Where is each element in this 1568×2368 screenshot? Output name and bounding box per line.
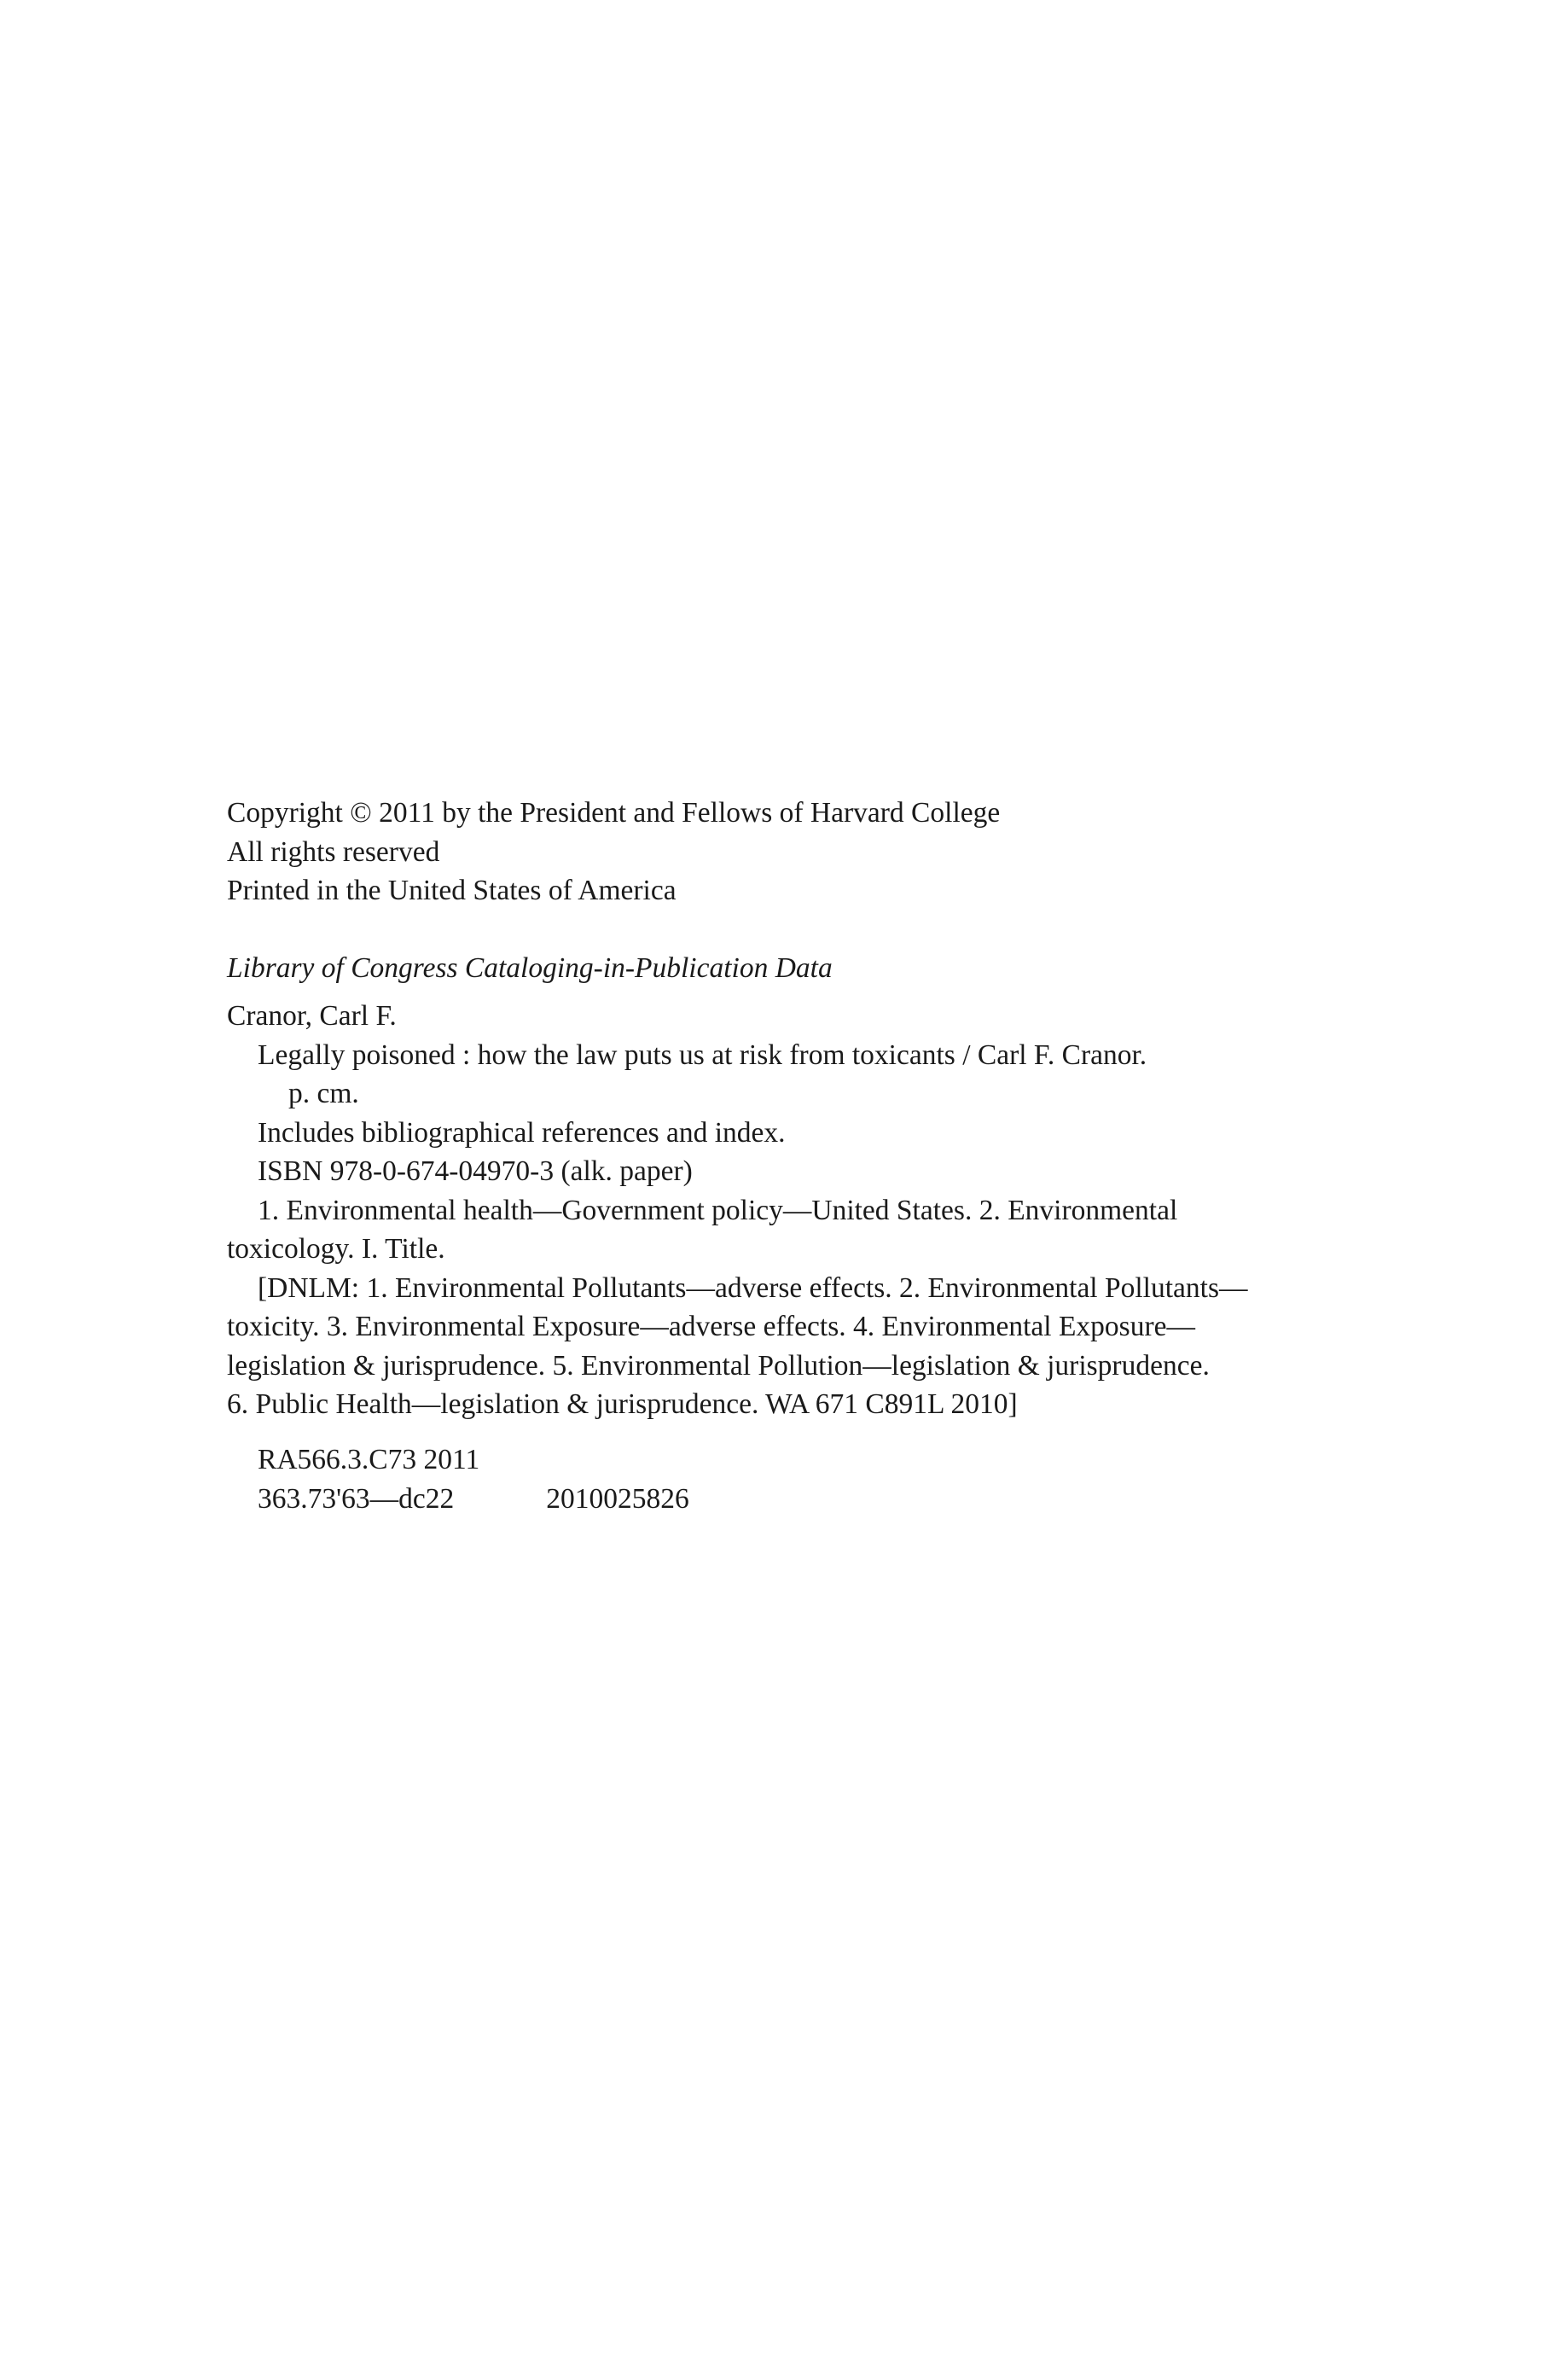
dewey-number: 363.73'63—dc22 bbox=[258, 1482, 455, 1515]
lc-call-number: RA566.3.C73 2011 bbox=[258, 1444, 480, 1475]
classification-numbers bbox=[227, 1440, 1404, 1518]
dewey-lccn-line bbox=[227, 1480, 1404, 1519]
cip-subjects-line-1: 1. Environmental health—Government policy—United States. 2. Environmental bbox=[258, 1194, 1178, 1226]
cip-record bbox=[227, 997, 1404, 1424]
copyright-line: Copyright © 2011 by the President and Fellows of Harvard College bbox=[227, 797, 1001, 829]
lccn-number: 2010025826 bbox=[546, 1482, 689, 1515]
cip-author: Cranor, Carl F. bbox=[227, 1000, 397, 1032]
cip-title: Legally poisoned : how the law puts us at risk from toxicants / Carl F. Cranor. bbox=[258, 1039, 1147, 1071]
rights-reserved-line: All rights reserved bbox=[227, 835, 440, 868]
printed-in-line: Printed in the United States of America bbox=[227, 875, 677, 906]
cip-pages: p. cm. bbox=[288, 1078, 359, 1109]
cip-includes: Includes bibliographical references and index. bbox=[258, 1116, 786, 1149]
cip-heading bbox=[227, 949, 1404, 988]
cip-dnlm-line-1: [DNLM: 1. Environmental Pollutants—adverse effects. 2. Environmental Pollutants— bbox=[258, 1271, 1248, 1304]
cip-dnlm-line-2: toxicity. 3. Environmental Exposure—adverse effects. 4. Environmental Exposure— bbox=[227, 1311, 1195, 1342]
cip-dnlm-line-3: legislation & jurisprudence. 5. Environmental Pollution—legislation & jurisprudence. bbox=[227, 1349, 1210, 1382]
cip-heading-text: Library of Congress Cataloging-in-Publication Data bbox=[227, 952, 833, 984]
copyright-notice bbox=[227, 794, 1404, 911]
cip-subjects-line-2: toxicology. I. Title. bbox=[227, 1233, 445, 1265]
cip-dnlm-line-4: 6. Public Health—legislation & jurisprudence. WA 671 C891L 2010] bbox=[227, 1388, 1018, 1420]
cip-isbn: ISBN 978-0-674-04970-3 (alk. paper) bbox=[258, 1155, 693, 1187]
